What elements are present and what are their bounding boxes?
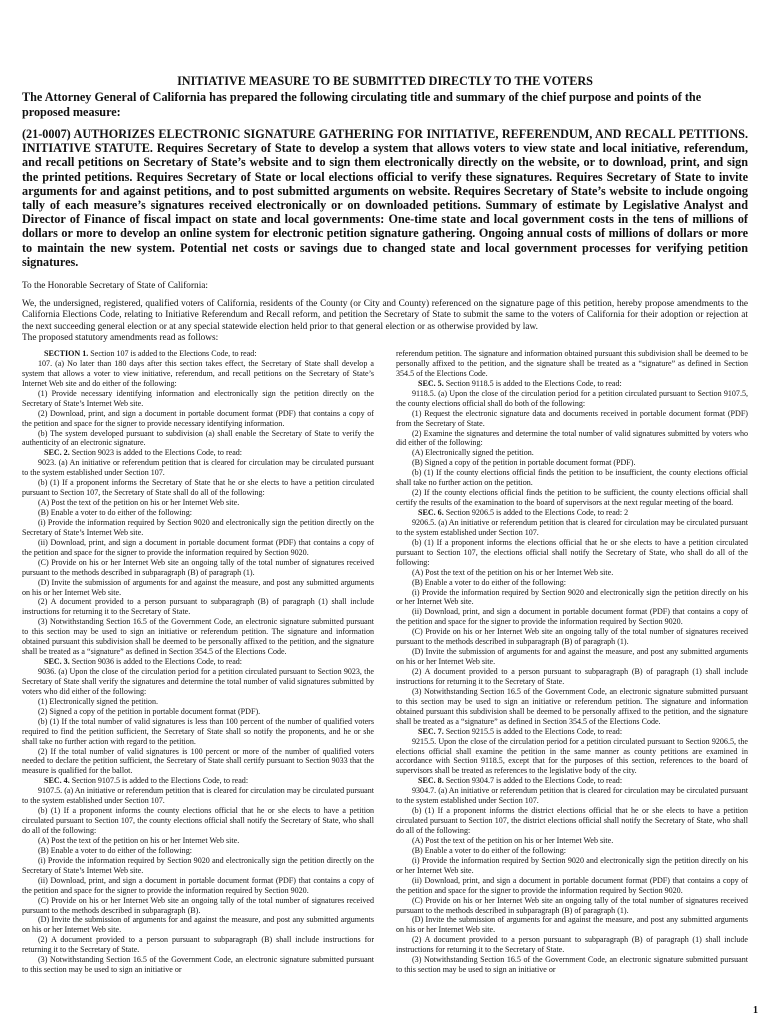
statute-paragraph	[396, 488, 748, 508]
paragraph-text: (1) Electronically signed the petition.	[38, 696, 158, 706]
statute-paragraph	[396, 727, 748, 737]
right-column	[396, 349, 748, 1014]
paragraph-text: (D) Invite the submission of arguments for and against the measure, and post any submitted arguments on his or her Internet Web site.	[396, 915, 748, 935]
statute-paragraph	[396, 349, 748, 379]
statute-paragraph	[22, 409, 374, 429]
statute-paragraph	[396, 687, 748, 727]
statute-paragraph	[396, 448, 748, 458]
statute-paragraph	[396, 856, 748, 876]
statute-paragraph	[22, 776, 374, 786]
paragraph-text: (C) Provide on his or her Internet Web site an ongoing tally of the total number of signatures received pursuant to the methods described in subparagraph (B).	[22, 895, 374, 915]
paragraph-text: 9107.5. (a) An initiative or referendum petition that is cleared for circulation may be circulated pursuant to the system established under Section 107.	[22, 786, 374, 806]
statute-paragraph	[396, 578, 748, 588]
paragraph-text: (ii) Download, print, and sign a document in portable document format (PDF) that contains a copy of the petition and space for the signer to provide the information required by Section 9020.	[22, 875, 374, 895]
paragraph-text: (i) Provide the information required by Section 9020 and electronically sign the petition directly on his or her Internet Web site.	[396, 855, 748, 875]
statute-paragraph	[396, 846, 748, 856]
petition-intro-continued: The proposed statutory amendments read as follows:	[22, 333, 219, 344]
statute-text-columns	[22, 349, 748, 1014]
paragraph-text: (A) Post the text of the petition on his or her Internet Web site.	[38, 498, 240, 508]
paragraph-text: (ii) Download, print, and sign a document in portable document format (PDF) that contains a copy of the petition and space for the signer to provide the information required by Section 9020.	[396, 607, 748, 627]
paragraph-text: (A) Post the text of the petition on his or her Internet Web site.	[412, 567, 614, 577]
statute-paragraph	[396, 647, 748, 667]
paragraph-text: (B) Enable a voter to do either of the following:	[38, 845, 192, 855]
paragraph-text: (3) Notwithstanding Section 16.5 of the Government Code, an electronic signature submitted pursuant to this section may be used to sign an initiative or	[22, 955, 374, 975]
statute-paragraph	[22, 717, 374, 747]
paragraph-text: (i) Provide the information required by Section 9020 and electronically sign the petition directly on the Secretary of State’s Internet Web site.	[22, 517, 374, 537]
left-column	[22, 349, 374, 1014]
paragraph-text: (i) Provide the information required by Section 9020 and electronically sign the petition directly on his or her Internet Web site.	[396, 587, 748, 607]
paragraph-text: (1) Provide necessary identifying information and electronically sign the petition directly on the Secretary of State’s Internet Web site.	[22, 388, 374, 408]
paragraph-text: Section 9206.5 is added to the Elections Code, to read: 2	[443, 508, 629, 517]
statute-paragraph	[22, 448, 374, 458]
paragraph-text: (D) Invite the submission of arguments for and against the measure, and post any submitted arguments on his or her Internet Web site.	[396, 647, 748, 667]
paragraph-text: 107. (a) No later than 180 days after this section takes effect, the Secretary of State shall develop a system that allows a voter to view initiative, referendum, and recall petitions on the Secretary of State’s Internet Web site and do either of the following:	[22, 358, 374, 388]
statute-paragraph	[22, 578, 374, 598]
paragraph-text: (b) (1) If a proponent informs the Secretary of State that he or she elects to have a petition circulated pursuant to Section 107, the Secretary of State shall do all of the following:	[22, 478, 374, 498]
statute-paragraph	[396, 806, 748, 836]
paragraph-text: Section 9215.5 is added to the Elections Code, to read:	[443, 726, 623, 736]
paragraph-text: (2) A document provided to a person pursuant to subparagraph (B) of paragraph (1) shall include instructions for returning it to the Secretary of State.	[22, 597, 374, 617]
statute-paragraph	[22, 389, 374, 409]
statute-paragraph	[396, 776, 748, 786]
statute-paragraph	[22, 597, 374, 617]
paragraph-text: 9304.7. (a) An initiative or referendum petition that is cleared for circulation may be circulated pursuant to the system established under Section 107.	[396, 786, 748, 806]
paragraph-text: (b) (1) If the total number of valid signatures is less than 100 percent of the number of qualified voters required to find the petition sufficient, the Secretary of State shall so notify the proponents, and he or she shall take no further action with regard to the petition.	[22, 716, 374, 746]
paragraph-text: (B) Signed a copy of the petition in portable document format (PDF).	[412, 458, 636, 468]
paragraph-text: (3) Notwithstanding Section 16.5 of the Government Code, an electronic signature submitted pursuant to this section may be used to sign an initiative or	[396, 955, 748, 975]
paragraph-text: Section 9304.7 is added to the Elections Code, to read:	[443, 776, 623, 786]
section-heading: SEC. 5.	[418, 378, 444, 388]
paragraph-text: (A) Post the text of the petition on his or her Internet Web site.	[412, 835, 614, 845]
paragraph-text: (B) Enable a voter to do either of the following:	[412, 577, 566, 587]
paragraph-text: (2) A document provided to a person pursuant to subparagraph (B) of paragraph (1) shall include instructions for returning it to the Secretary of State.	[396, 667, 748, 686]
statute-paragraph	[22, 498, 374, 508]
paragraph-text: Section 9036 is added to the Elections Code, to read:	[69, 657, 243, 667]
paragraph-text: (b) (1) If a proponent informs the district elections official that he or she elects to have a petition circulated pursuant to Section 107, the district elections official shall notify the Secretary of State, who shall do all of the following:	[396, 806, 748, 835]
statute-paragraph	[22, 667, 374, 697]
statute-paragraph	[22, 915, 374, 935]
statute-paragraph	[22, 349, 374, 359]
paragraph-text: Section 9118.5 is added to the Elections Code, to read:	[443, 378, 622, 388]
petition-intro: We, the undersigned, registered, qualified voters of California, residents of the County (or City and County) referenced on the signature page of this petition, hereby propose amendments to the California Elections Code, relating to Initiative Referendum and Recall reform, and petition the Secretary of State to submit the same to the voters of California for their adoption or rejection at the next succeeding general election or at any special statewide election held prior to that general election or as otherwise provided by law.	[22, 299, 748, 332]
document-heading: INITIATIVE MEASURE TO BE SUBMITTED DIRECTLY TO THE VOTERS	[177, 74, 593, 88]
statute-paragraph	[396, 458, 748, 468]
paragraph-text: (2) Signed a copy of the petition in portable document format (PDF).	[38, 706, 261, 716]
section-heading: SEC. 8.	[418, 776, 444, 786]
statute-paragraph	[396, 409, 748, 429]
statute-paragraph	[396, 588, 748, 608]
statute-paragraph	[396, 627, 748, 647]
paragraph-text: (ii) Download, print, and sign a document in portable document format (PDF) that contains a copy of the petition and space for the signer to provide the information required by Section 9020.	[22, 537, 374, 557]
statute-paragraph	[22, 558, 374, 578]
paragraph-text: (3) Notwithstanding Section 16.5 of the Government Code, an electronic signature submitted pursuant to this section may be used to sign an initiative or referendum petition. The signature and information obtained pursuant this subdivision shall be deemed to be personally affixed to the petition, and the signature shall be treated as a “signature” as defined in Section 354.5 of the Elections Code.	[396, 686, 748, 726]
paragraph-text: (2) A document provided to a person pursuant to subparagraph (B) of paragraph (1) shall include instructions for returning it to the Secretary of State.	[396, 935, 748, 955]
section-heading: SEC. 6.	[418, 508, 444, 517]
statute-paragraph	[22, 538, 374, 558]
statute-paragraph	[396, 896, 748, 916]
paragraph-text: (2) A document provided to a person pursuant to subparagraph (B) shall include instructions for returning it to the Secretary of State.	[22, 935, 374, 955]
statute-paragraph	[396, 389, 748, 409]
section-heading: SEC. 2.	[44, 448, 70, 458]
paragraph-text: 9215.5. Upon the close of the circulation period for a petition circulated pursuant to Section 9206.5, the elections official shall examine the petition in the same manner as county petitions are examined in accordance with Section 9118.5, except that for the purposes of this section, references to the board of supervisors shall be treated as references to the legislative body of the city.	[396, 736, 748, 776]
page-number: 1	[753, 1005, 758, 1016]
statute-paragraph	[396, 955, 748, 975]
paragraph-text: (ii) Download, print, and sign a document in portable document format (PDF) that contains a copy of the petition and space for the signer to provide the information required by Section 9020.	[396, 875, 748, 895]
statute-paragraph	[396, 518, 748, 538]
paragraph-text: (B) Enable a voter to do either of the following:	[38, 508, 192, 517]
statute-paragraph	[22, 806, 374, 836]
paragraph-text: (2) Download, print, and sign a document in portable document format (PDF) that contains a copy of the petition and space for the signer to provide necessary identifying information.	[22, 408, 374, 428]
paragraph-text: (A) Electronically signed the petition.	[412, 448, 534, 458]
statute-paragraph	[22, 458, 374, 478]
paragraph-text: (1) Request the electronic signature data and documents received in portable document format (PDF) from the Secretary of State.	[396, 408, 748, 428]
statute-paragraph	[396, 568, 748, 578]
paragraph-text: (i) Provide the information required by Section 9020 and electronically sign the petition directly on the Secretary of State’s Internet Web site.	[22, 855, 374, 875]
section-heading: SEC. 7.	[418, 726, 444, 736]
paragraph-text: (b) The system developed pursuant to subdivision (a) shall enable the Secretary of State to verify the authenticity of an electronic signature.	[22, 428, 374, 448]
attorney-general-statement: The Attorney General of California has prepared the following circulating title and summary of the chief purpose and points of the proposed measure:	[22, 90, 702, 119]
section-heading: SEC. 4.	[44, 776, 70, 786]
paragraph-text: (B) Enable a voter to do either of the following:	[412, 845, 566, 855]
statute-paragraph	[22, 836, 374, 846]
statute-paragraph	[22, 508, 374, 518]
section-heading: SEC. 3.	[44, 657, 70, 667]
paragraph-text: (2) If the county elections official finds the petition to be sufficient, the county elections official shall certify the results of the examination to the board of supervisors at the next regular meeting of the board.	[396, 488, 748, 508]
paragraph-text: (2) Examine the signatures and determine the total number of valid signatures submitted by voters who did either of the following:	[396, 428, 748, 448]
statute-paragraph	[22, 707, 374, 717]
statute-paragraph	[22, 657, 374, 667]
paragraph-text: (D) Invite the submission of arguments for and against the measure, and post any submitted arguments on his or her Internet Web site.	[22, 915, 374, 935]
statute-paragraph	[22, 478, 374, 498]
statute-paragraph	[396, 429, 748, 449]
paragraph-text: (b) (1) If the county elections official finds the petition to be insufficient, the county elections official shall take no further action on the petition.	[396, 468, 748, 488]
statute-paragraph	[22, 786, 374, 806]
statute-paragraph	[22, 429, 374, 449]
statute-paragraph	[396, 935, 748, 955]
statute-paragraph	[22, 876, 374, 896]
paragraph-text: 9118.5. (a) Upon the close of the circulation period for a petition circulated pursuant to Section 9107.5, the county elections official shall do both of the following:	[396, 388, 748, 408]
statute-paragraph	[22, 896, 374, 916]
statute-paragraph	[22, 846, 374, 856]
statute-paragraph	[396, 508, 748, 518]
paragraph-text: 9206.5. (a) An initiative or referendum petition that is cleared for circulation may be circulated pursuant to the system established under Section 107.	[396, 517, 748, 537]
paragraph-text: (A) Post the text of the petition on his or her Internet Web site.	[38, 835, 240, 845]
statute-paragraph	[22, 697, 374, 707]
paragraph-text: Section 107 is added to the Elections Code, to read:	[88, 349, 257, 358]
statute-paragraph	[396, 836, 748, 846]
statute-paragraph	[22, 955, 374, 975]
statute-paragraph	[396, 915, 748, 935]
statute-paragraph	[22, 359, 374, 389]
paragraph-text: referendum petition. The signature and information obtained pursuant this subdivision shall be deemed to be personally affixed to the petition, and the signature shall be treated as a “signature” as defined in Section 354.5 of the Elections Code.	[396, 349, 748, 378]
statute-paragraph	[396, 607, 748, 627]
paragraph-text: Section 9107.5 is added to the Elections Code, to read:	[69, 776, 249, 786]
statute-paragraph	[396, 468, 748, 488]
statute-paragraph	[396, 876, 748, 896]
document-page	[22, 74, 748, 345]
paragraph-text: (C) Provide on his or her Internet Web site an ongoing tally of the total number of signatures received pursuant to the methods described in subparagraph (B) of paragraph (1).	[396, 895, 748, 915]
paragraph-text: (b) (1) If a proponent informs the elections official that he or she elects to have a petition circulated pursuant to Section 107, the elections official shall notify the Secretary of State, who shall do all of the following:	[396, 537, 748, 567]
paragraph-text: 9036. (a) Upon the close of the circulation period for a petition circulated pursuant to Section 9023, the Secretary of State shall verify the signatures and determine the total number of valid signatures submitted by voters who did either of the following:	[22, 667, 374, 696]
paragraph-text: (D) Invite the submission of arguments for and against the measure, and post any submitted arguments on his or her Internet Web site.	[22, 577, 374, 597]
statute-paragraph	[22, 518, 374, 538]
statute-paragraph	[22, 856, 374, 876]
statute-paragraph	[396, 538, 748, 568]
paragraph-text: 9023. (a) An initiative or referendum petition that is cleared for circulation may be circulated pursuant to the system established under Section 107.	[22, 458, 374, 478]
statute-paragraph	[22, 617, 374, 657]
paragraph-text: (C) Provide on his or her Internet Web site an ongoing tally of the total number of signatures received pursuant to the methods described in subparagraph (B) of paragraph (1).	[22, 557, 374, 577]
statute-paragraph	[22, 935, 374, 955]
statute-paragraph	[396, 379, 748, 389]
paragraph-text: (b) (1) If a proponent informs the county elections official that he or she elects to have a petition circulated pursuant to Section 107, the county elections official shall notify the Secretary of State, who shall do all of the following:	[22, 806, 374, 835]
statute-paragraph	[396, 737, 748, 777]
statute-paragraph	[396, 667, 748, 687]
section-heading: SECTION 1.	[44, 349, 89, 358]
statute-paragraph	[22, 747, 374, 777]
measure-summary: (21-0007) AUTHORIZES ELECTRONIC SIGNATURE GATHERING FOR INITIATIVE, REFERENDUM, AND RECALL PETITIONS. INITIATIVE STATUTE. Requires Secretary of State to develop a system that allows voters to view state and local initiative, referendum, and recall petitions on Secretary of State’s website and to sign them electronically directly on the website, or to download, print, and sign the printed petitions. Requires Secretary of State or local elections official to verify these signatures. Requires Secretary of State to invite arguments for and against petitions, and to post submitted arguments on website. Requires Secretary of State’s website to include ongoing tally of each measure’s signatures received electronically or on downloaded petitions. Summary of estimate by Legislative Analyst and Director of Finance of fiscal impact on state and local governments: One-time state and local government costs in the tens of millions of dollars or more to develop an online system for electronic petition signature gathering. Ongoing annual costs of millions of dollars or more to maintain the new system. Potential net costs or savings due to changed state and local government processes for verifying petition signatures.	[22, 127, 748, 269]
addressee: To the Honorable Secretary of State of California:	[22, 281, 208, 292]
paragraph-text: (C) Provide on his or her Internet Web site an ongoing tally of the total number of signatures received pursuant to the methods described in subparagraph (B) of paragraph (1).	[396, 627, 748, 647]
paragraph-text: Section 9023 is added to the Elections Code, to read:	[69, 448, 243, 458]
paragraph-text: (3) Notwithstanding Section 16.5 of the Government Code, an electronic signature submitted pursuant to this section may be used to sign an initiative or referendum petition. The signature and information obtained pursuant this subdivision shall be deemed to be personally affixed to the petition, and the signature shall be treated as a “signature” as defined in Section 354.5 of the Elections Code.	[22, 617, 374, 657]
statute-paragraph	[396, 786, 748, 806]
paragraph-text: (2) If the total number of valid signatures is 100 percent or more of the number of qualified voters needed to declare the petition sufficient, the Secretary of State shall certify pursuant to Section 9033 that the measure is qualified for the ballot.	[22, 746, 374, 776]
